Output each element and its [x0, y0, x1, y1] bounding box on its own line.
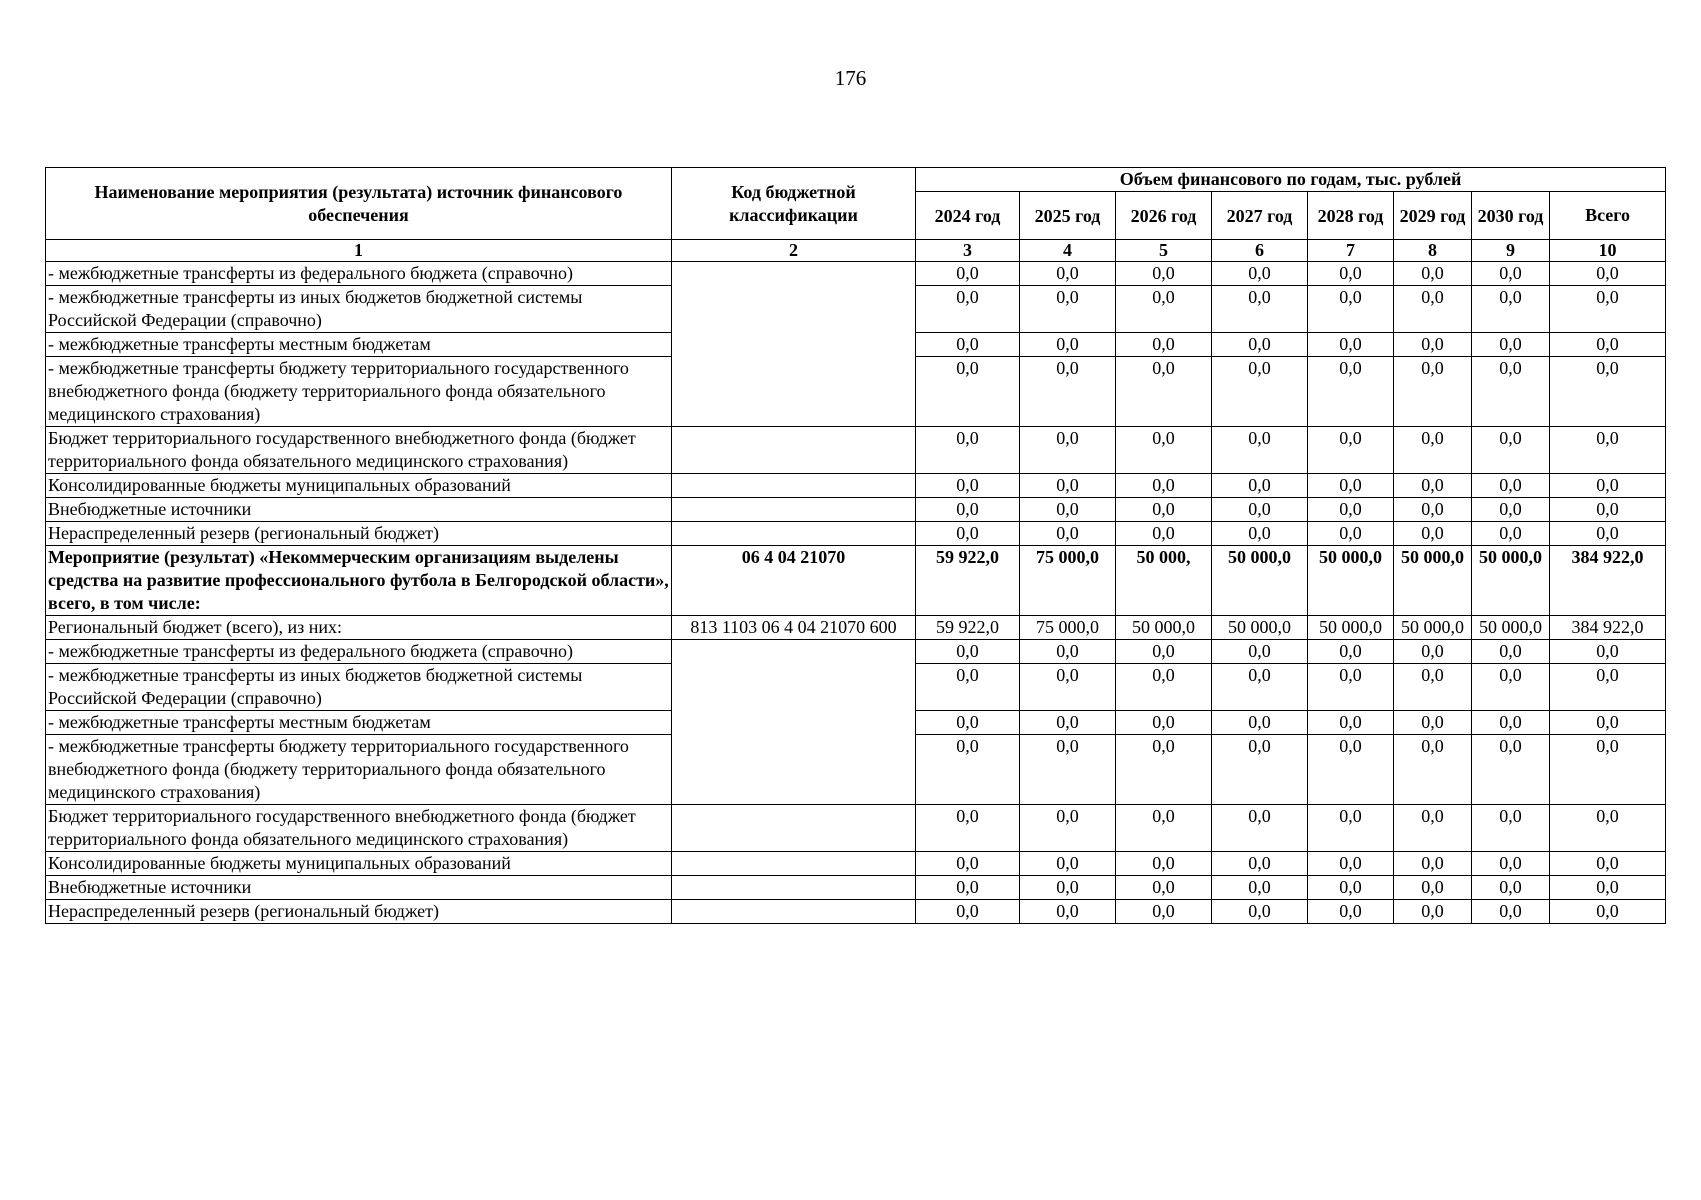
row-name: - межбюджетные трансферты бюджету территориального государственного внебюджетного фонда (бюджету территориального фонда обязательного медицинского страхования): [46, 357, 672, 427]
column-number: 8: [1394, 240, 1472, 262]
row-year-value: 0,0: [1308, 852, 1394, 876]
row-year-value: 0,0: [916, 876, 1020, 900]
row-year-value: 0,0: [1308, 474, 1394, 498]
row-year-value: 0,0: [1116, 711, 1212, 735]
row-year-value: 0,0: [916, 262, 1020, 286]
row-year-value: 0,0: [1308, 805, 1394, 852]
row-year-value: 0,0: [1308, 522, 1394, 546]
row-year-value: 0,0: [1212, 474, 1308, 498]
row-code: [672, 474, 916, 498]
row-year-value: 0,0: [1212, 333, 1308, 357]
row-year-value: 0,0: [1472, 262, 1550, 286]
row-year-value: 50 000,0: [1472, 616, 1550, 640]
column-number: 3: [916, 240, 1020, 262]
row-year-value: 0,0: [1020, 876, 1116, 900]
row-year-value: 50 000,0: [1308, 616, 1394, 640]
row-year-value: 50 000,0: [1394, 616, 1472, 640]
row-total-value: 0,0: [1550, 900, 1666, 924]
row-year-value: 0,0: [1020, 805, 1116, 852]
row-year-value: 0,0: [1472, 735, 1550, 805]
row-name: - межбюджетные трансферты из федерального бюджета (справочно): [46, 640, 672, 664]
row-year-value: 0,0: [1394, 711, 1472, 735]
row-year-value: 50 000,0: [1308, 546, 1394, 616]
row-year-value: 50 000,0: [1472, 546, 1550, 616]
row-year-value: 0,0: [1308, 262, 1394, 286]
row-year-value: 0,0: [1394, 427, 1472, 474]
row-year-value: 0,0: [1020, 852, 1116, 876]
table-row: [46, 640, 1666, 664]
row-year-value: 0,0: [1020, 427, 1116, 474]
row-code: [672, 805, 916, 852]
row-year-value: 0,0: [1394, 900, 1472, 924]
row-year-value: 0,0: [916, 357, 1020, 427]
row-year-value: 0,0: [1308, 735, 1394, 805]
row-year-value: 0,0: [1212, 664, 1308, 711]
row-year-value: 0,0: [1116, 357, 1212, 427]
row-year-value: 50 000,: [1116, 546, 1212, 616]
row-total-value: 0,0: [1550, 711, 1666, 735]
table-row: [46, 616, 1666, 640]
row-year-value: 0,0: [1308, 357, 1394, 427]
table-row: [46, 498, 1666, 522]
row-name: - межбюджетные трансферты местным бюджетам: [46, 333, 672, 357]
table-row: [46, 522, 1666, 546]
row-year-value: 0,0: [1116, 852, 1212, 876]
row-total-value: 0,0: [1550, 664, 1666, 711]
header-year-2025: 2025 год: [1020, 192, 1116, 240]
row-total-value: 0,0: [1550, 805, 1666, 852]
table-row: [46, 474, 1666, 498]
row-year-value: 59 922,0: [916, 546, 1020, 616]
row-year-value: 0,0: [1020, 640, 1116, 664]
header-year-2029: 2029 год: [1394, 192, 1472, 240]
row-year-value: 0,0: [1020, 333, 1116, 357]
row-year-value: 0,0: [1116, 640, 1212, 664]
row-year-value: 0,0: [1472, 640, 1550, 664]
row-year-value: 0,0: [1116, 262, 1212, 286]
row-name: - межбюджетные трансферты из иных бюджетов бюджетной системы Российской Федерации (справочно): [46, 286, 672, 333]
row-code: [672, 900, 916, 924]
row-year-value: 0,0: [1308, 711, 1394, 735]
row-name: Внебюджетные источники: [46, 876, 672, 900]
row-year-value: 50 000,0: [1212, 546, 1308, 616]
row-year-value: 50 000,0: [1212, 616, 1308, 640]
row-year-value: 0,0: [916, 522, 1020, 546]
row-name: - межбюджетные трансферты из иных бюджетов бюджетной системы Российской Федерации (справочно): [46, 664, 672, 711]
column-number: 7: [1308, 240, 1394, 262]
row-year-value: 0,0: [916, 852, 1020, 876]
header-year-2026: 2026 год: [1116, 192, 1212, 240]
header-year-2027: 2027 год: [1212, 192, 1308, 240]
row-year-value: 0,0: [1308, 333, 1394, 357]
row-code: 06 4 04 21070: [672, 546, 916, 616]
row-year-value: 0,0: [1116, 805, 1212, 852]
row-name: - межбюджетные трансферты бюджету территориального государственного внебюджетного фонда (бюджету территориального фонда обязательного медицинского страхования): [46, 735, 672, 805]
row-year-value: 0,0: [916, 900, 1020, 924]
row-year-value: 0,0: [1212, 900, 1308, 924]
row-year-value: 0,0: [1472, 664, 1550, 711]
row-year-value: 0,0: [916, 805, 1020, 852]
row-year-value: 0,0: [1212, 286, 1308, 333]
row-total-value: 0,0: [1550, 640, 1666, 664]
row-year-value: 0,0: [1308, 876, 1394, 900]
row-total-value: 0,0: [1550, 357, 1666, 427]
row-year-value: 0,0: [1212, 876, 1308, 900]
row-year-value: 0,0: [1116, 286, 1212, 333]
row-year-value: 0,0: [1308, 498, 1394, 522]
row-total-value: 0,0: [1550, 427, 1666, 474]
row-year-value: 0,0: [1116, 900, 1212, 924]
row-year-value: 0,0: [1308, 427, 1394, 474]
row-year-value: 0,0: [1020, 900, 1116, 924]
row-name: Консолидированные бюджеты муниципальных образований: [46, 852, 672, 876]
row-year-value: 75 000,0: [1020, 546, 1116, 616]
row-year-value: 0,0: [1472, 876, 1550, 900]
row-year-value: 0,0: [1212, 711, 1308, 735]
column-number: 4: [1020, 240, 1116, 262]
row-year-value: 0,0: [1212, 735, 1308, 805]
row-year-value: 0,0: [1394, 805, 1472, 852]
header-year-2024: 2024 год: [916, 192, 1020, 240]
row-code: [672, 852, 916, 876]
row-year-value: 0,0: [916, 286, 1020, 333]
row-total-value: 384 922,0: [1550, 546, 1666, 616]
row-year-value: 0,0: [1020, 262, 1116, 286]
row-name: Консолидированные бюджеты муниципальных образований: [46, 474, 672, 498]
header-year-2028: 2028 год: [1308, 192, 1394, 240]
row-year-value: 0,0: [1116, 333, 1212, 357]
table-row: [46, 900, 1666, 924]
row-year-value: 0,0: [916, 664, 1020, 711]
row-year-value: 0,0: [1212, 498, 1308, 522]
row-total-value: 0,0: [1550, 498, 1666, 522]
row-code: [672, 427, 916, 474]
row-year-value: 75 000,0: [1020, 616, 1116, 640]
column-number-row: [46, 240, 1666, 262]
page-number: 176: [834, 66, 867, 90]
row-year-value: 0,0: [1020, 474, 1116, 498]
table-row: [46, 876, 1666, 900]
row-name: Региональный бюджет (всего), из них:: [46, 616, 672, 640]
row-name: - межбюджетные трансферты местным бюджетам: [46, 711, 672, 735]
table-row: [46, 805, 1666, 852]
table-row: [46, 852, 1666, 876]
column-number: 2: [672, 240, 916, 262]
row-year-value: 0,0: [1394, 852, 1472, 876]
row-year-value: 0,0: [1472, 900, 1550, 924]
row-year-value: 0,0: [1472, 498, 1550, 522]
row-year-value: 0,0: [1020, 711, 1116, 735]
row-year-value: 0,0: [1394, 286, 1472, 333]
column-number: 9: [1472, 240, 1550, 262]
row-year-value: 0,0: [1020, 498, 1116, 522]
row-year-value: 0,0: [1116, 735, 1212, 805]
row-name: - межбюджетные трансферты из федерального бюджета (справочно): [46, 262, 672, 286]
row-year-value: 0,0: [1394, 640, 1472, 664]
row-year-value: 0,0: [1116, 474, 1212, 498]
financing-table: [45, 167, 1666, 924]
row-year-value: 0,0: [1472, 333, 1550, 357]
row-total-value: 0,0: [1550, 876, 1666, 900]
row-year-value: 0,0: [1212, 522, 1308, 546]
table-row: [46, 427, 1666, 474]
row-year-value: 59 922,0: [916, 616, 1020, 640]
row-year-value: 0,0: [916, 640, 1020, 664]
row-year-value: 0,0: [1020, 664, 1116, 711]
row-code: [672, 262, 916, 427]
row-total-value: 384 922,0: [1550, 616, 1666, 640]
row-total-value: 0,0: [1550, 852, 1666, 876]
row-year-value: 0,0: [916, 427, 1020, 474]
row-code: 813 1103 06 4 04 21070 600: [672, 616, 916, 640]
row-year-value: 0,0: [1472, 522, 1550, 546]
row-year-value: 0,0: [1394, 664, 1472, 711]
row-year-value: 0,0: [1116, 498, 1212, 522]
row-year-value: 50 000,0: [1116, 616, 1212, 640]
column-number: 1: [46, 240, 672, 262]
row-code: [672, 498, 916, 522]
header-code: Код бюджетной классификации: [672, 168, 916, 240]
row-year-value: 0,0: [1472, 427, 1550, 474]
row-year-value: 0,0: [1020, 286, 1116, 333]
header-row-1: [46, 168, 1666, 192]
column-number: 6: [1212, 240, 1308, 262]
row-name: Нераспределенный резерв (региональный бюджет): [46, 900, 672, 924]
row-total-value: 0,0: [1550, 522, 1666, 546]
row-year-value: 0,0: [1394, 262, 1472, 286]
header-volume: Объем финансового по годам, тыс. рублей: [916, 168, 1666, 192]
row-year-value: 0,0: [1212, 805, 1308, 852]
row-name: Бюджет территориального государственного внебюджетного фонда (бюджет территориального фонда обязательного медицинского страхования): [46, 427, 672, 474]
header-total: Всего: [1550, 192, 1666, 240]
row-year-value: 0,0: [1212, 640, 1308, 664]
row-total-value: 0,0: [1550, 735, 1666, 805]
table-row: [46, 262, 1666, 286]
row-year-value: 0,0: [1308, 286, 1394, 333]
row-year-value: 0,0: [1472, 474, 1550, 498]
column-number: 5: [1116, 240, 1212, 262]
header-name: Наименование мероприятия (результата) источник финансового обеспечения: [46, 168, 672, 240]
row-year-value: 0,0: [1212, 262, 1308, 286]
row-year-value: 0,0: [1394, 357, 1472, 427]
row-name: Внебюджетные источники: [46, 498, 672, 522]
header-year-2030: 2030 год: [1472, 192, 1550, 240]
row-year-value: 0,0: [1020, 522, 1116, 546]
row-name: Бюджет территориального государственного внебюджетного фонда (бюджет территориального фонда обязательного медицинского страхования): [46, 805, 672, 852]
row-year-value: 0,0: [1394, 474, 1472, 498]
row-year-value: 0,0: [1394, 522, 1472, 546]
row-year-value: 0,0: [1472, 711, 1550, 735]
row-total-value: 0,0: [1550, 474, 1666, 498]
row-name: Нераспределенный резерв (региональный бюджет): [46, 522, 672, 546]
table-row: [46, 546, 1666, 616]
column-number: 10: [1550, 240, 1666, 262]
row-code: [672, 522, 916, 546]
row-year-value: 0,0: [916, 474, 1020, 498]
row-year-value: 0,0: [1394, 498, 1472, 522]
row-year-value: 0,0: [1394, 876, 1472, 900]
row-year-value: 0,0: [1472, 286, 1550, 333]
row-year-value: 50 000,0: [1394, 546, 1472, 616]
row-year-value: 0,0: [1116, 427, 1212, 474]
row-year-value: 0,0: [1212, 427, 1308, 474]
row-year-value: 0,0: [1472, 805, 1550, 852]
row-year-value: 0,0: [1394, 333, 1472, 357]
row-year-value: 0,0: [1020, 735, 1116, 805]
row-code: [672, 640, 916, 805]
row-year-value: 0,0: [916, 333, 1020, 357]
row-year-value: 0,0: [1308, 900, 1394, 924]
row-year-value: 0,0: [916, 498, 1020, 522]
row-year-value: 0,0: [1472, 852, 1550, 876]
row-total-value: 0,0: [1550, 286, 1666, 333]
row-year-value: 0,0: [916, 711, 1020, 735]
row-total-value: 0,0: [1550, 262, 1666, 286]
row-year-value: 0,0: [1116, 876, 1212, 900]
row-year-value: 0,0: [1212, 357, 1308, 427]
row-year-value: 0,0: [1394, 735, 1472, 805]
row-total-value: 0,0: [1550, 333, 1666, 357]
row-year-value: 0,0: [1116, 522, 1212, 546]
row-year-value: 0,0: [1212, 852, 1308, 876]
row-year-value: 0,0: [916, 735, 1020, 805]
row-year-value: 0,0: [1472, 357, 1550, 427]
row-name: Мероприятие (результат) «Некоммерческим организациям выделены средства на развитие профессионального футбола в Белгородской области», всего, в том числе:: [46, 546, 672, 616]
row-code: [672, 876, 916, 900]
row-year-value: 0,0: [1308, 640, 1394, 664]
row-year-value: 0,0: [1020, 357, 1116, 427]
row-year-value: 0,0: [1116, 664, 1212, 711]
row-year-value: 0,0: [1308, 664, 1394, 711]
